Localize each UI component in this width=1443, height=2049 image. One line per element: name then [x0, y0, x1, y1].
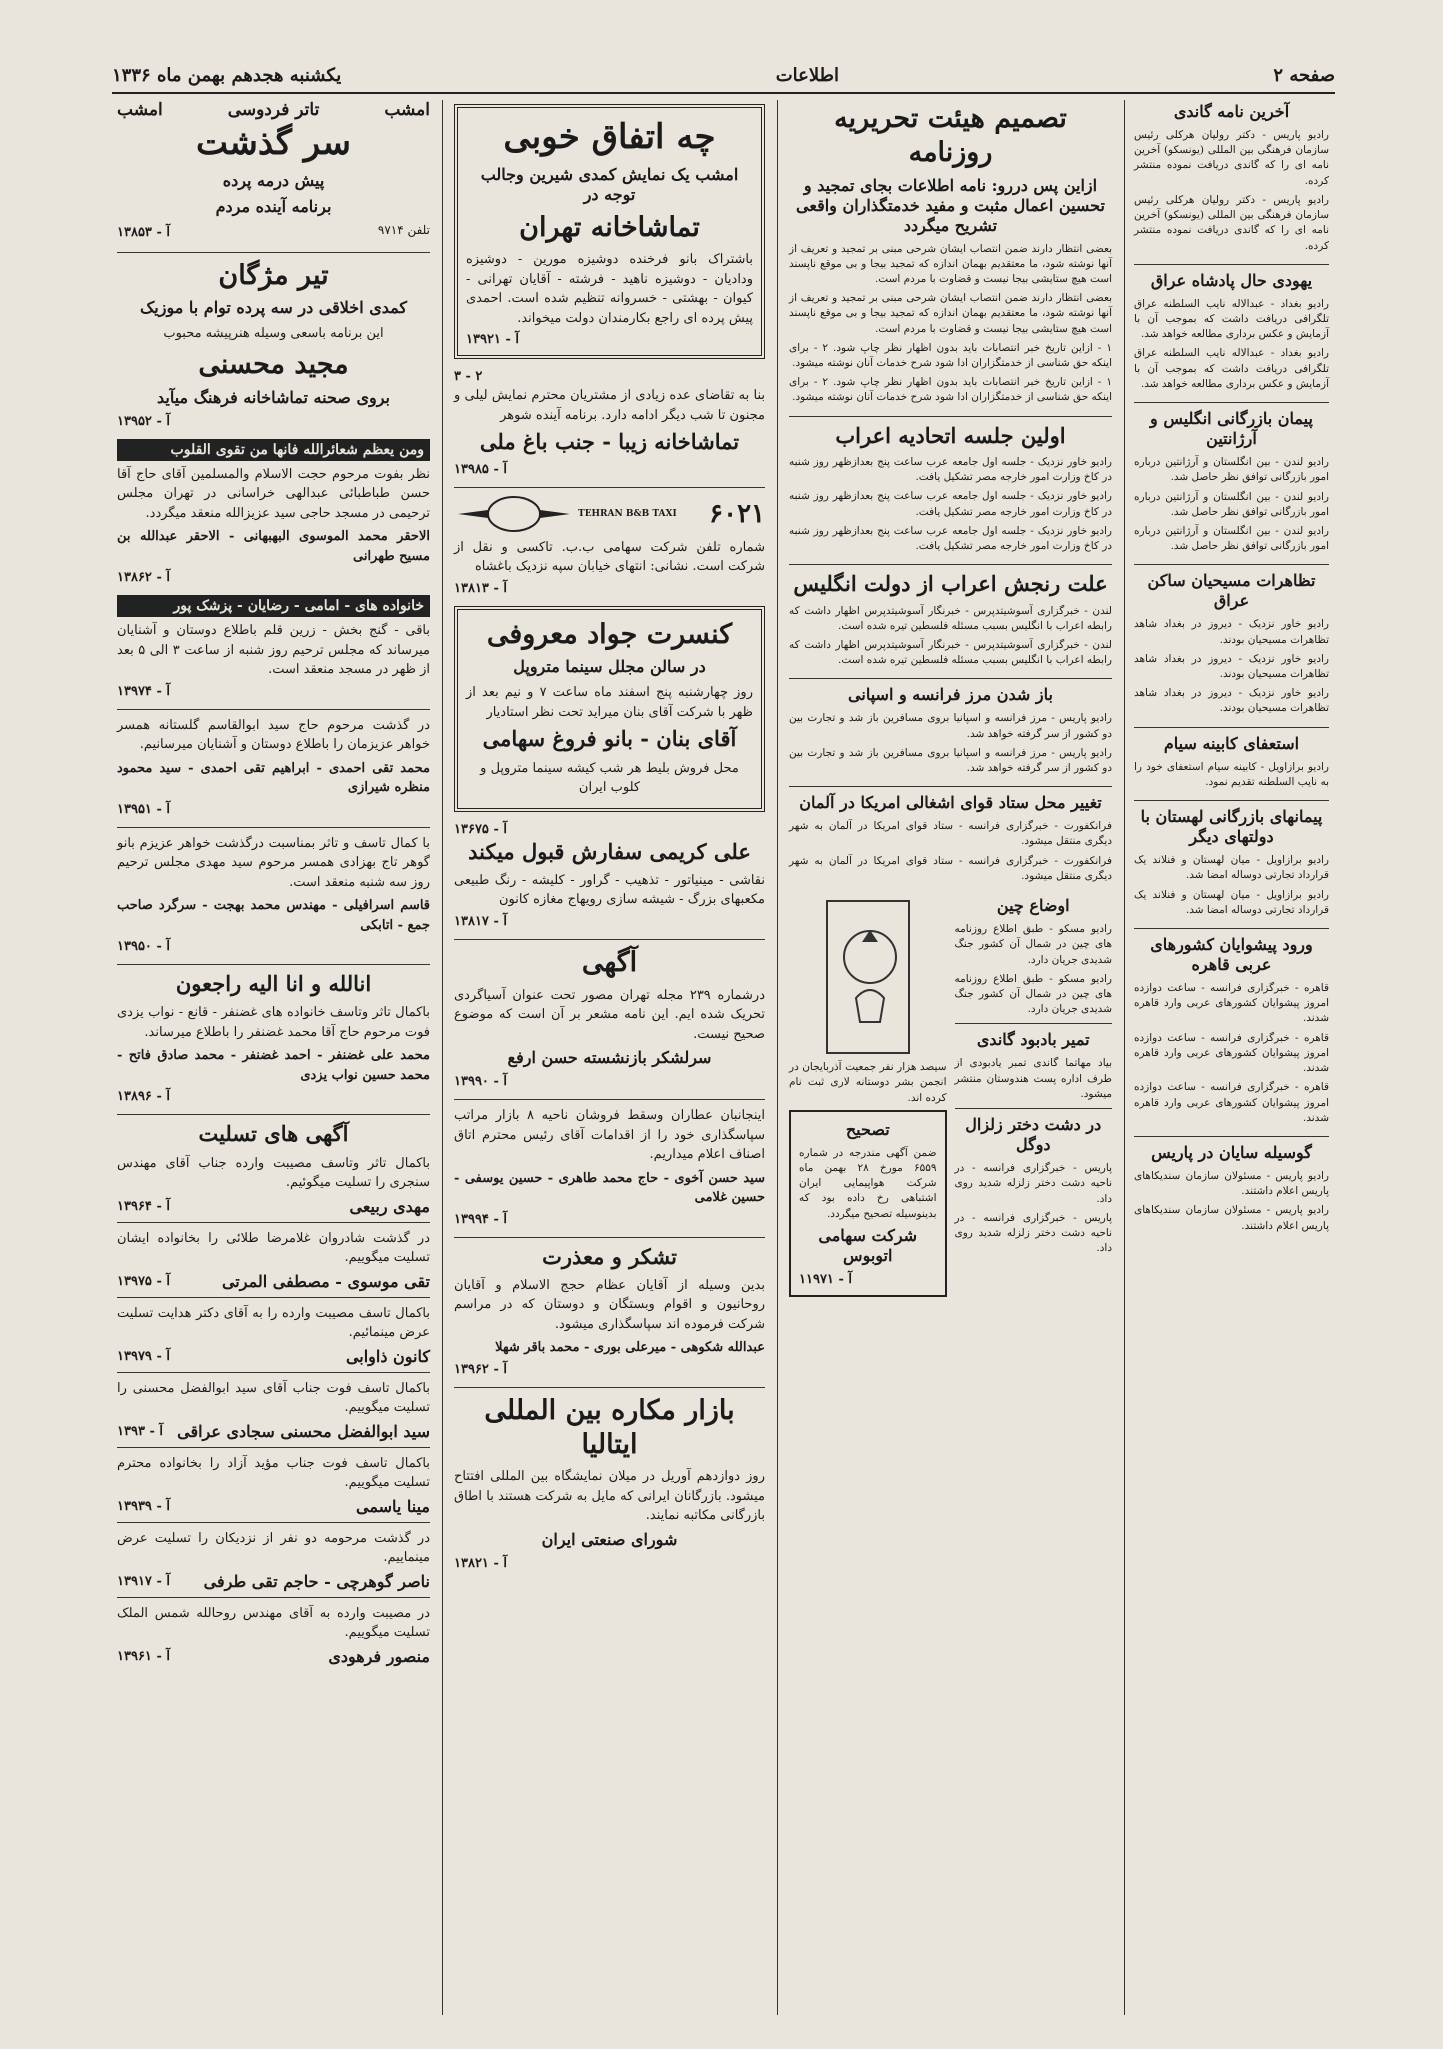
tonight-label: امشب: [117, 100, 163, 120]
headline: تمیر بادبود گاندی: [976, 1030, 1090, 1050]
divider: [1134, 264, 1329, 265]
condolence-footer: [117, 1647, 430, 1666]
divider: [454, 1237, 765, 1238]
ferdowsi-footer: [117, 223, 430, 242]
subheadline: برنامه آینده مردم: [215, 196, 332, 216]
theatre-name: تاتر فردوسی: [227, 100, 320, 120]
article-body: قاهره - خبرگزاری فرانسه - ساعت دوازده امروز پیشوایان کشورهای عربی وارد قاهره شدند.: [1134, 982, 1329, 1025]
ad-ref: آ - ۱۳۹۶۱: [117, 1648, 170, 1664]
headline: اولین جلسه اتحادیه اعراب: [835, 422, 1066, 448]
headline: پیمانهای بازرگانی لهستان با دولتهای دیگر: [1140, 807, 1323, 847]
article-body: رادیو لندن - بین انگلستان و آرژانتین درباره امور بازرگانی توافق نظر حاصل شد.: [1134, 490, 1329, 518]
headline: تشکر و معذرت: [542, 1243, 677, 1269]
ad-obituary-1: [117, 465, 430, 586]
article-body: ۱ - ازاین تاریخ خبر انتصابات باید بدون اظهار نظر چاپ شود. ۲ - برای اینکه حق شناسی از خدمتگزاران ادا شود شرح خدمات آنان نوشته میشود.: [789, 341, 1112, 370]
correction-box: [789, 1110, 947, 1297]
seal-emblem-icon: [826, 900, 910, 1054]
divider: [117, 827, 430, 828]
ad-ref: آ - ۱۳۹۶۲: [454, 1361, 507, 1377]
ad-body: این برنامه باسعی وسیله هنرپیشه محبوب: [163, 326, 384, 342]
ad-body: با کمال تاسف و تاثر بمناسبت درگذشت خواهر عزیزم بانو گوهر تاج بهزادی همسر مرحوم سید مهدی مجلس ترحیم روز سه شنبه منعقد است.: [117, 835, 430, 890]
divider: [1134, 402, 1329, 403]
headline: علی کریمی سفارش قبول میکند: [468, 838, 751, 864]
ad-body: اینجانبان عطاران وسقط فروشان ناحیه ۸ بازار مراتب سپاسگذاری خود را از اقدامات آقای رئیس محترم اتاق اصناف اعلام میداریم.: [454, 1108, 765, 1162]
ad-ref: آ - ۱۳۹۵۰: [117, 939, 170, 954]
ad-ref: آ - ۱۳۹۶۴: [117, 1198, 170, 1214]
ad-names: قاسم اسرافیلی - مهندس محمد بهجت - سرگرد صاحب جمع - اتابکی: [117, 898, 430, 933]
ad-ref: آ - ۱۳۸۵۳: [117, 224, 170, 240]
notice-body: سیصد هزار نفر جمعیت آذربایجان در انجمن بشر دوستانه لاری ثبت نام کرده اند.: [789, 1061, 947, 1104]
article-arabs-england: [789, 571, 1112, 668]
ad-ferdowsi: [117, 100, 430, 242]
paper-name: اطلاعات: [775, 64, 839, 86]
ad-ref: آ - ۱۳۸۲۱: [454, 1555, 507, 1571]
ad-body: بدین وسیله از آقایان عظام حجج الاسلام و آقایان روحانیون و اقوام وبستگان و دوستان که در مراسم شرکت فرموده اند سپاسگذاری میشود.: [454, 1277, 765, 1332]
article-body: رادیو پاریس - مسئولان سازمان سندیکاهای پاریس اعلام داشتند.: [1134, 1169, 1329, 1198]
ad-obituary-2: [117, 716, 430, 817]
headline: کنسرت جواد معروفی: [486, 618, 733, 650]
ad-guild: [454, 1106, 765, 1227]
condolence-footer: [117, 1347, 430, 1366]
divider: [789, 678, 1112, 679]
article-body: رادیو خاور نزدیک - دیروز در بغداد شاهد تظاهرات مسیحیان بودند.: [1134, 652, 1329, 681]
ad-ref: آ - ۱۳۹۷۴: [117, 683, 170, 699]
ad-ref: آ - ۱۳۹۷۵: [117, 1273, 170, 1289]
article-body: ضمن آگهی مندرجه در شماره ۶۵۵۹ مورخ ۲۸ بهمن ماه شرکت هواپیمایی ایران اشتباهی رخ داده بود که بدینوسیله تصحیح میگردد.: [799, 1146, 937, 1220]
article-body: پاریس - خبرگزاری فرانسه - در ناحیه دشت دختر زلزله شدید روی داد.: [954, 1211, 1112, 1255]
divider: [1134, 564, 1329, 565]
theatre-name: تماشاخانه تهران: [519, 211, 700, 243]
signature: منصور فرهودی: [328, 1646, 430, 1666]
divider: [117, 252, 430, 253]
ad-body: باقی - گنج بخش - زرین قلم باطلاع دوستان و آشنایان میرساند که مجلس ترحیم روز شنبه از ساعت ۳ الی ۵ بعد از ظهر در مسجد منعقد است.: [117, 623, 430, 677]
headline: اوضاع چین: [996, 896, 1070, 916]
masthead: [112, 58, 1335, 94]
headline: آخرین نامه گاندی: [1173, 102, 1290, 121]
ad-ref: آ - ۱۳۹۹۰: [454, 1074, 507, 1089]
phone-number: تلفن ۹۷۱۴: [377, 222, 430, 237]
article-body: ۱ - ازاین تاریخ خبر انتصابات باید بدون اظهار نظر چاپ شود. ۲ - برای اینکه حق شناسی از خدمتگزاران ادا شود شرح خدمات آنان نوشته میشود.: [789, 376, 1112, 404]
article-body: رادیو بغداد - عبدالاله نایب السلطنه عراق تلگرافی دریافت داشت که بموجب آن با آزمایش و عکس برداری مطالعه خواهد شد.: [1134, 297, 1329, 341]
ad-ref: آ - ۱۱۹۷۱: [799, 1271, 852, 1287]
article-body: فرانکفورت - خبرگزاری فرانسه - ستاد قوای امریکا در آلمان به شهر دیگری منتقل میشود.: [789, 854, 1112, 882]
divider: [454, 1099, 765, 1100]
headline: تیر مژگان: [218, 259, 329, 291]
ad-body: در مصیبت وارده به آقای مهندس روحالله شمس الملک تسلیت میگوییم.: [117, 1605, 430, 1640]
article-body: رادیو پاریس - دکتر رولیان هرکلی رئیس سازمان فرهنگی بین المللی (یونسکو) آخرین نامه ای را که گاندی دریافت نموده منتشر کرده.: [1134, 193, 1329, 252]
ad-ref: آ - ۱۳۹۲۱: [466, 332, 519, 348]
ad-notice: [454, 946, 765, 1089]
column-news-center: [783, 100, 1118, 2015]
divider: [454, 487, 765, 488]
ad-body: باکمال تاثر وتاسف خانواده های غضنفر - قانع - نواب یزدی فوت مرحوم حاج آقا محمد غضنفر را باطلاع میرساند.: [117, 1005, 430, 1040]
article-body: قاهره - خبرگزاری فرانسه - ساعت دوازده امروز پیشوایان کشورهای عربی وارد قاهره شدند.: [1134, 1081, 1329, 1124]
actor-name: مجید محسنی: [198, 348, 349, 380]
ad-body: نقاشی - مینیاتور - تذهیب - گراور - کلیشه - رنگ طبیعی مکعبهای بزرگ - شیشه سازی رویهاج مغازه کانون: [454, 872, 765, 908]
ad-ref: آ - ۱۳۹۷۹: [117, 1348, 170, 1364]
divider: [1134, 800, 1329, 801]
section-bar: خانواده های - امامی - رضایان - پزشک پور: [117, 595, 430, 617]
column-ads-center: [448, 100, 771, 2015]
ad-ref: آ - ۱۳۹۳۹: [117, 1498, 170, 1514]
tonight-label: امشب: [384, 100, 430, 120]
theatre-name: تماشاخانه زیبا - جنب باغ ملی: [479, 429, 740, 455]
subheadline: امشب یک نمایش کمدی شیرین وجالب توجه در: [480, 164, 739, 204]
divider: [1134, 928, 1329, 929]
ad-ref: آ - ۱۳۹۱۷: [117, 1573, 170, 1589]
divider: [117, 1522, 430, 1523]
ad-body: باکمال تاسف مصیبت وارده را به آقای دکتر هدایت تسلیت عرض مینمائیم.: [117, 1305, 430, 1340]
ad-body: در گذشت مرحوم حاج سید ابوالقاسم گلستانه همسر خواهر عزیزمان را باطلاع دوستان و آشنایان میرسانیم.: [117, 717, 430, 752]
headline: یهودی حال پادشاه عراق: [1150, 270, 1313, 290]
condolence-footer: [117, 1572, 430, 1591]
ad-body: روز چهارشنبه پنج اسفند ماه ساعت ۷ و نیم بعد از ظهر با شرکت آقای بنان میراید تحت نظر استادیار: [466, 685, 753, 720]
ad-obituary-3: [117, 834, 430, 955]
article-body: رادیو خاور نزدیک - جلسه اول جامعه عرب ساعت پنج بعدازظهر روز شنبه در کاخ وزارت امور خارجه مصر تشکیل یافت.: [789, 455, 1112, 484]
article-body: رادیو لندن - بین انگلستان و آرژانتین درباره امور بازرگانی توافق نظر حاصل شد.: [1134, 456, 1329, 484]
article-gandhi: [1134, 102, 1329, 254]
ad-ref: آ - ۱۳۶۷۵: [454, 821, 507, 837]
article-body: لندن - خبرگزاری آسوشیتدپرس - خبرنگار آسوشیتدپرس اظهار داشت که رابطه اعراب با انگلیس بسبب مسئله فلسطین تیره شده است.: [789, 604, 1112, 632]
article-body: رادیو خاور نزدیک - جلسه اول جامعه عرب ساعت پنج بعدازظهر روز شنبه در کاخ وزارت امور خارجه مصر تشکیل یافت.: [789, 524, 1112, 553]
ad-body: باکمال تاسف فوت جناب آقای سید ابوالفضل محسنی را تسلیت میگوییم.: [117, 1380, 430, 1415]
subheadline: در سالن مجلل سینما متروپل: [513, 657, 706, 677]
condolence-footer: [117, 1197, 430, 1216]
ad-thanks: [454, 1244, 765, 1377]
ad-body: در گذشت شادروان غلامرضا طلائی را بخانواده ایشان تسلیت میگوییم.: [117, 1230, 430, 1265]
article-iraq-king: [1134, 271, 1329, 392]
divider: [117, 964, 430, 965]
headline: سر گذشت: [196, 123, 351, 163]
signature: تقی موسوی - مصطفی المرتی: [221, 1271, 430, 1291]
headline: استعفای کابینه سیام: [1163, 733, 1300, 753]
article-body: لندن - خبرگزاری آسوشیتدپرس - خبرنگار آسوشیتدپرس اظهار داشت که رابطه اعراب با انگلیس بسبب مسئله فلسطین تیره شده است.: [789, 638, 1112, 667]
concert-artists: آقای بنان - بانو فروغ سهامی: [482, 726, 737, 752]
article-body: رادیو خاور نزدیک - دیروز در بغداد شاهد تظاهرات مسیحیان بودند.: [1134, 687, 1329, 715]
issue-date: یکشنبه هجدهم بهمن ماه ۱۳۳۶: [112, 64, 342, 86]
ad-tir-mojgan: [117, 259, 430, 429]
ad-names: سید حسن آخوی - حاج محمد طاهری - حسین یوسفی - حسین غلامی: [454, 1170, 765, 1205]
divider: [117, 1597, 430, 1598]
headline: تغییر محل ستاد قوای اشغالی امریکا در آلمان: [799, 793, 1102, 813]
article-editorial: [789, 102, 1112, 406]
ad-tehran-theatre: [454, 104, 765, 359]
divider: [789, 564, 1112, 565]
divider: [1134, 727, 1329, 728]
ad-body: در گذشت مرحومه دو نفر از نزدیکان را تسلیت عرض مینماییم.: [117, 1530, 430, 1565]
ad-body: بنا به تقاضای عده زیادی از مشتریان محترم نمایش لیلی و مجنون تا شب دیگر ادامه دارد. برنامه آینده شوهر: [454, 388, 765, 423]
headline: تصمیم هیئت تحریریه روزنامه: [834, 103, 1067, 168]
article-body: رادیو پاریس - مسئولان سازمان سندیکاهای پاریس اعلام داشتند.: [1134, 1204, 1329, 1232]
section-bar: ومن یعظم شعائرالله فانها من تقوی القلوب: [117, 439, 430, 461]
divider: [117, 709, 430, 710]
divider: [454, 1387, 765, 1388]
article-cairo: [1134, 935, 1329, 1126]
headline: تظاهرات مسیحیان ساکن عراق: [1147, 571, 1316, 611]
headline: در دشت دختر زلزال دوگل: [965, 1115, 1102, 1155]
ad-concert: [454, 606, 765, 812]
article-paris: [1134, 1143, 1329, 1234]
ad-ref: آ - ۱۳۸۶۲: [117, 570, 170, 585]
signature: مینا یاسمی: [356, 1496, 430, 1516]
article-trade-pact: [1134, 409, 1329, 554]
condolence-footer: [117, 1272, 430, 1291]
ad-ref: آ - ۱۳۹۸۵: [454, 461, 507, 477]
column-rule: [777, 100, 778, 2015]
headline: پیمان بازرگانی انگلیس و آرژانتین: [1150, 409, 1313, 449]
ad-families: [117, 621, 430, 699]
article-body: رادیو خاور نزدیک - دیروز در بغداد شاهد تظاهرات مسیحیان بودند.: [1134, 618, 1329, 646]
column-rule: [1124, 100, 1125, 2015]
ad-ref: آ - ۱۳۹۵۲: [117, 413, 170, 429]
condolence-footer: [117, 1422, 430, 1441]
signature: مهدی ربیعی: [349, 1196, 430, 1216]
ad-ali-karimi: [454, 839, 765, 929]
headline: بازار مکاره بین المللی ایتالیا: [484, 1394, 735, 1460]
article-body: بعضی انتظار دارند ضمن انتصاب ایشان شرحی مبنی بر تمجید و تعریف از آنها نوشته شود، ما معتقدیم بهمان اندازه که تمجید بیجا و بی موقع ناپسند است هیچ ستایشی بیجا نیست و قضاوت با مردم است.: [789, 292, 1112, 335]
divider: [955, 1108, 1113, 1109]
lower-split: [789, 894, 1112, 1307]
company-name: شرکت سهامی اتوبوس: [818, 1225, 918, 1265]
subheadline: بروی صحنه تماشاخانه فرهنگ میآید: [157, 387, 390, 407]
divider: [117, 1297, 430, 1298]
ad-body: روز دوازدهم آوریل در میلان نمایشگاه بین المللی افتتاح میشود. بازرگانان ایرانی که مایل به شرکت هستند با اطاق بازرگانی مکاتبه نمایند.: [454, 1469, 765, 1524]
ad-body: باشتراک بانو فرخنده دوشیزه مورین - دوشیزه ودادیان - دوشیزه ناهید - فرشته - آقایان تهرانی - کیوان - بهشتی - خسروانه تنظیم شده است. احمدی پیش پرده ای راجع بکارمندان دولت میخواند.: [466, 252, 753, 326]
divider: [117, 1114, 430, 1115]
ad-taxi: [454, 494, 765, 596]
ad-italy-fair: [454, 1394, 765, 1571]
article-body: رادیو مسکو - طبق اطلاع روزنامه های چین در شمال آن کشور جنگ شدیدی جریان دارد.: [954, 923, 1112, 966]
ad-names: الاحقر محمد الموسوی البهبهانی - الاحقر عبدالله بن مسیح طهرانی: [117, 529, 430, 564]
ad-ref: آ - ۱۳۸۹۶: [117, 1089, 170, 1105]
ad-ref: ۳ - ۲: [454, 369, 483, 385]
divider: [955, 1023, 1113, 1024]
headline: چه اتفاق خوبی: [503, 117, 716, 157]
article-us-hq: [789, 793, 1112, 884]
article-siam: [1134, 734, 1329, 790]
lower-left: [789, 894, 947, 1307]
article-arab-league: [789, 423, 1112, 555]
divider: [117, 1222, 430, 1223]
divider: [117, 1447, 430, 1448]
divider: [789, 416, 1112, 417]
signature: سرلشکر بازنشسته حسن ارفع: [507, 1048, 712, 1067]
article-body: رادیو بغداد - عبدالاله نایب السلطنه عراق تلگرافی دریافت داشت که بموجب آن با آزمایش و عکس برداری مطالعه خواهد شد.: [1134, 347, 1329, 390]
taxi-logo-icon: [454, 494, 677, 534]
article-body: رادیو برازاویل - میان لهستان و فنلاند یک قرارداد تجارتی دوساله امضا شد.: [1134, 854, 1329, 882]
headline: باز شدن مرز فرانسه و اسپانی: [848, 685, 1053, 705]
divider: [1134, 1136, 1329, 1137]
headline: علت رنجش اعراب از دولت انگلیس: [793, 571, 1108, 597]
article-body: رادیو مسکو - طبق اطلاع روزنامه های چین در شمال آن کشور جنگ شدیدی جریان دارد.: [954, 972, 1112, 1016]
subheadline: ازاین پس دررو: نامه اطلاعات بجای تمجید و تحسین اعمال مثبت و مفید خدمتگذاران واقعی تشریح میگردد: [796, 175, 1105, 235]
article-body: فرانکفورت - خبرگزاری فرانسه - ستاد قوای امریکا در آلمان به شهر دیگری منتقل میشود.: [789, 820, 1112, 848]
article-body: رادیو برازاویل - میان لهستان و فنلاند یک قرارداد تجارتی دوساله امضا شد.: [1134, 888, 1329, 916]
article-body: بیاد مهاتما گاندی تمبر یادبودی از طرف اداره پست هندوستان منتشر میشود.: [954, 1057, 1112, 1100]
ad-body: محل فروش بلیط هر شب کیشه سینما متروپل و کلوب ایران: [480, 760, 739, 795]
subheadline: پیش درمه پرده: [222, 170, 325, 190]
article-body: رادیو لندن - بین انگلستان و آرژانتین درباره امور بازرگانی توافق نظر حاصل شد.: [1134, 524, 1329, 553]
ad-inna-lillah: [117, 971, 430, 1104]
subheadline: کمدی اخلاقی در سه پرده توام با موزیک: [139, 298, 407, 318]
condolence-footer: [117, 1497, 430, 1516]
page-number: صفحه ۲: [1273, 64, 1335, 86]
headline: تصحیح: [845, 1119, 890, 1139]
article-body: رادیو خاور نزدیک - جلسه اول جامعه عرب ساعت پنج بعدازظهر روز شنبه در کاخ وزارت امور خارجه مصر تشکیل یافت.: [789, 490, 1112, 518]
article-body: رادیو پاریس - مرز فرانسه و اسپانیا بروی مسافرین باز شد و تجارت بین دو کشور از سر گرفته خواهد شد.: [789, 712, 1112, 740]
lower-right: [955, 894, 1113, 1307]
article-body: قاهره - خبرگزاری فرانسه - ساعت دوازده امروز پیشوایان کشورهای عربی وارد قاهره شدند.: [1134, 1031, 1329, 1075]
signature: شورای صنعتی ایران: [541, 1529, 678, 1549]
signature: سید ابوالفضل محسنی سجادی عراقی: [177, 1421, 430, 1441]
column-news-right: [1128, 100, 1335, 2015]
ad-ziba: [454, 386, 765, 476]
divider: [454, 939, 765, 940]
ad-ref: آ - ۱۳۹۵۱: [117, 801, 170, 817]
ferdowsi-header: [117, 100, 430, 120]
column-ads-left: [111, 100, 436, 2015]
article-poland: [1134, 807, 1329, 918]
divider: [789, 786, 1112, 787]
ad-body: درشماره ۲۳۹ مجله تهران مصور تحت عنوان آسیاگردی تحریک شده ایم. این نامه مشعر بر آن است که موضوع صحیح نیست.: [454, 987, 765, 1042]
ad-body: باکمال تاثر وتاسف مصیبت وارده جناب آقای مهندس سنجری را تسلیت میگوئیم.: [117, 1155, 430, 1190]
article-body: رادیو پاریس - مرز فرانسه و اسپانیا بروی مسافرین باز شد و تجارت بین دو کشور از سر گرفته خواهد شد.: [789, 746, 1112, 775]
article-border: [789, 685, 1112, 776]
taxi-logo-text: TEHRAN B&B TAXI: [578, 508, 677, 519]
ad-body: شماره تلفن شرکت سهامی ب.ب. تاکسی و نقل از شرکت است. نشانی: انتهای خیابان سپه نزدیک باغشاه: [454, 539, 765, 574]
ad-ref: آ - ۱۳۹۳: [117, 1423, 163, 1439]
headline: انالله و انا الیه راجعون: [175, 971, 372, 996]
condolence-section: [117, 1121, 430, 1665]
ad-names: عبدالله شکوهی - میرعلی بوری - محمد باقر شهلا: [495, 1340, 765, 1356]
ad-body: باکمال تاسف فوت جناب مؤید آزاد را بخانواده محترم تسلیت میگوییم.: [117, 1455, 430, 1490]
headline: گوسیله سایان در پاریس: [1151, 1142, 1312, 1162]
article-body: رادیو برازاویل - کابینه سیام استعفای خود را به نایب السلطنه تقدیم نمود.: [1134, 760, 1329, 788]
ad-names: محمد تقی احمدی - ابراهیم تقی احمدی - سید محمود منظره شیرازی: [117, 760, 430, 795]
ad-ref: آ - ۱۳۹۹۴: [454, 1211, 507, 1227]
signature: کانون ذاوابی: [345, 1346, 430, 1366]
headline: آگهی های تسلیت: [198, 1121, 349, 1147]
article-body: بعضی انتظار دارند ضمن انتصاب ایشان شرحی مبنی بر تمجید و تعریف از آنها نوشته شود، ما معتقدیم بهمان اندازه که تمجید بیجا و بی موقع ناپسند است هیچ ستایشی بیجا نیست و قضاوت با مردم است.: [789, 242, 1112, 285]
ad-names: محمد علی غضنفر - احمد غضنفر - محمد صادق فاتح - محمد حسین نواب یزدی: [117, 1048, 430, 1083]
signature: ناصر گوهرچی - حاجم تقی طرفی: [203, 1571, 430, 1591]
column-rule: [442, 100, 443, 2015]
ad-ref: آ - ۱۳۸۱۷: [454, 913, 507, 929]
headline: آگهی: [581, 946, 638, 978]
taxi-header: [454, 494, 765, 534]
ad-ref: آ - ۱۳۸۱۳: [454, 580, 507, 596]
article-body: پاریس - خبرگزاری فرانسه - در ناحیه دشت دختر زلزله شدید روی داد.: [954, 1162, 1112, 1205]
article-body: رادیو پاریس - دکتر رولیان هرکلی رئیس سازمان فرهنگی بین المللی (یونسکو) آخرین نامه ای را که گاندی دریافت نموده منتشر کرده.: [1134, 129, 1329, 187]
headline: ورود پیشوایان کشورهای عربی قاهره: [1150, 935, 1313, 974]
article-iraq-christians: [1134, 571, 1329, 716]
divider: [117, 1372, 430, 1373]
taxi-phone: ۶۰۲۱: [709, 498, 765, 529]
ad-body: نظر بفوت مرحوم حجت الاسلام والمسلمین آقای حاج آقا حسن طباطبائی عبدالهی خراسانی در تهران مجلس ترحیمی در مسجد حاجی سید عزیزالله منعقد میگردد.: [117, 466, 430, 521]
